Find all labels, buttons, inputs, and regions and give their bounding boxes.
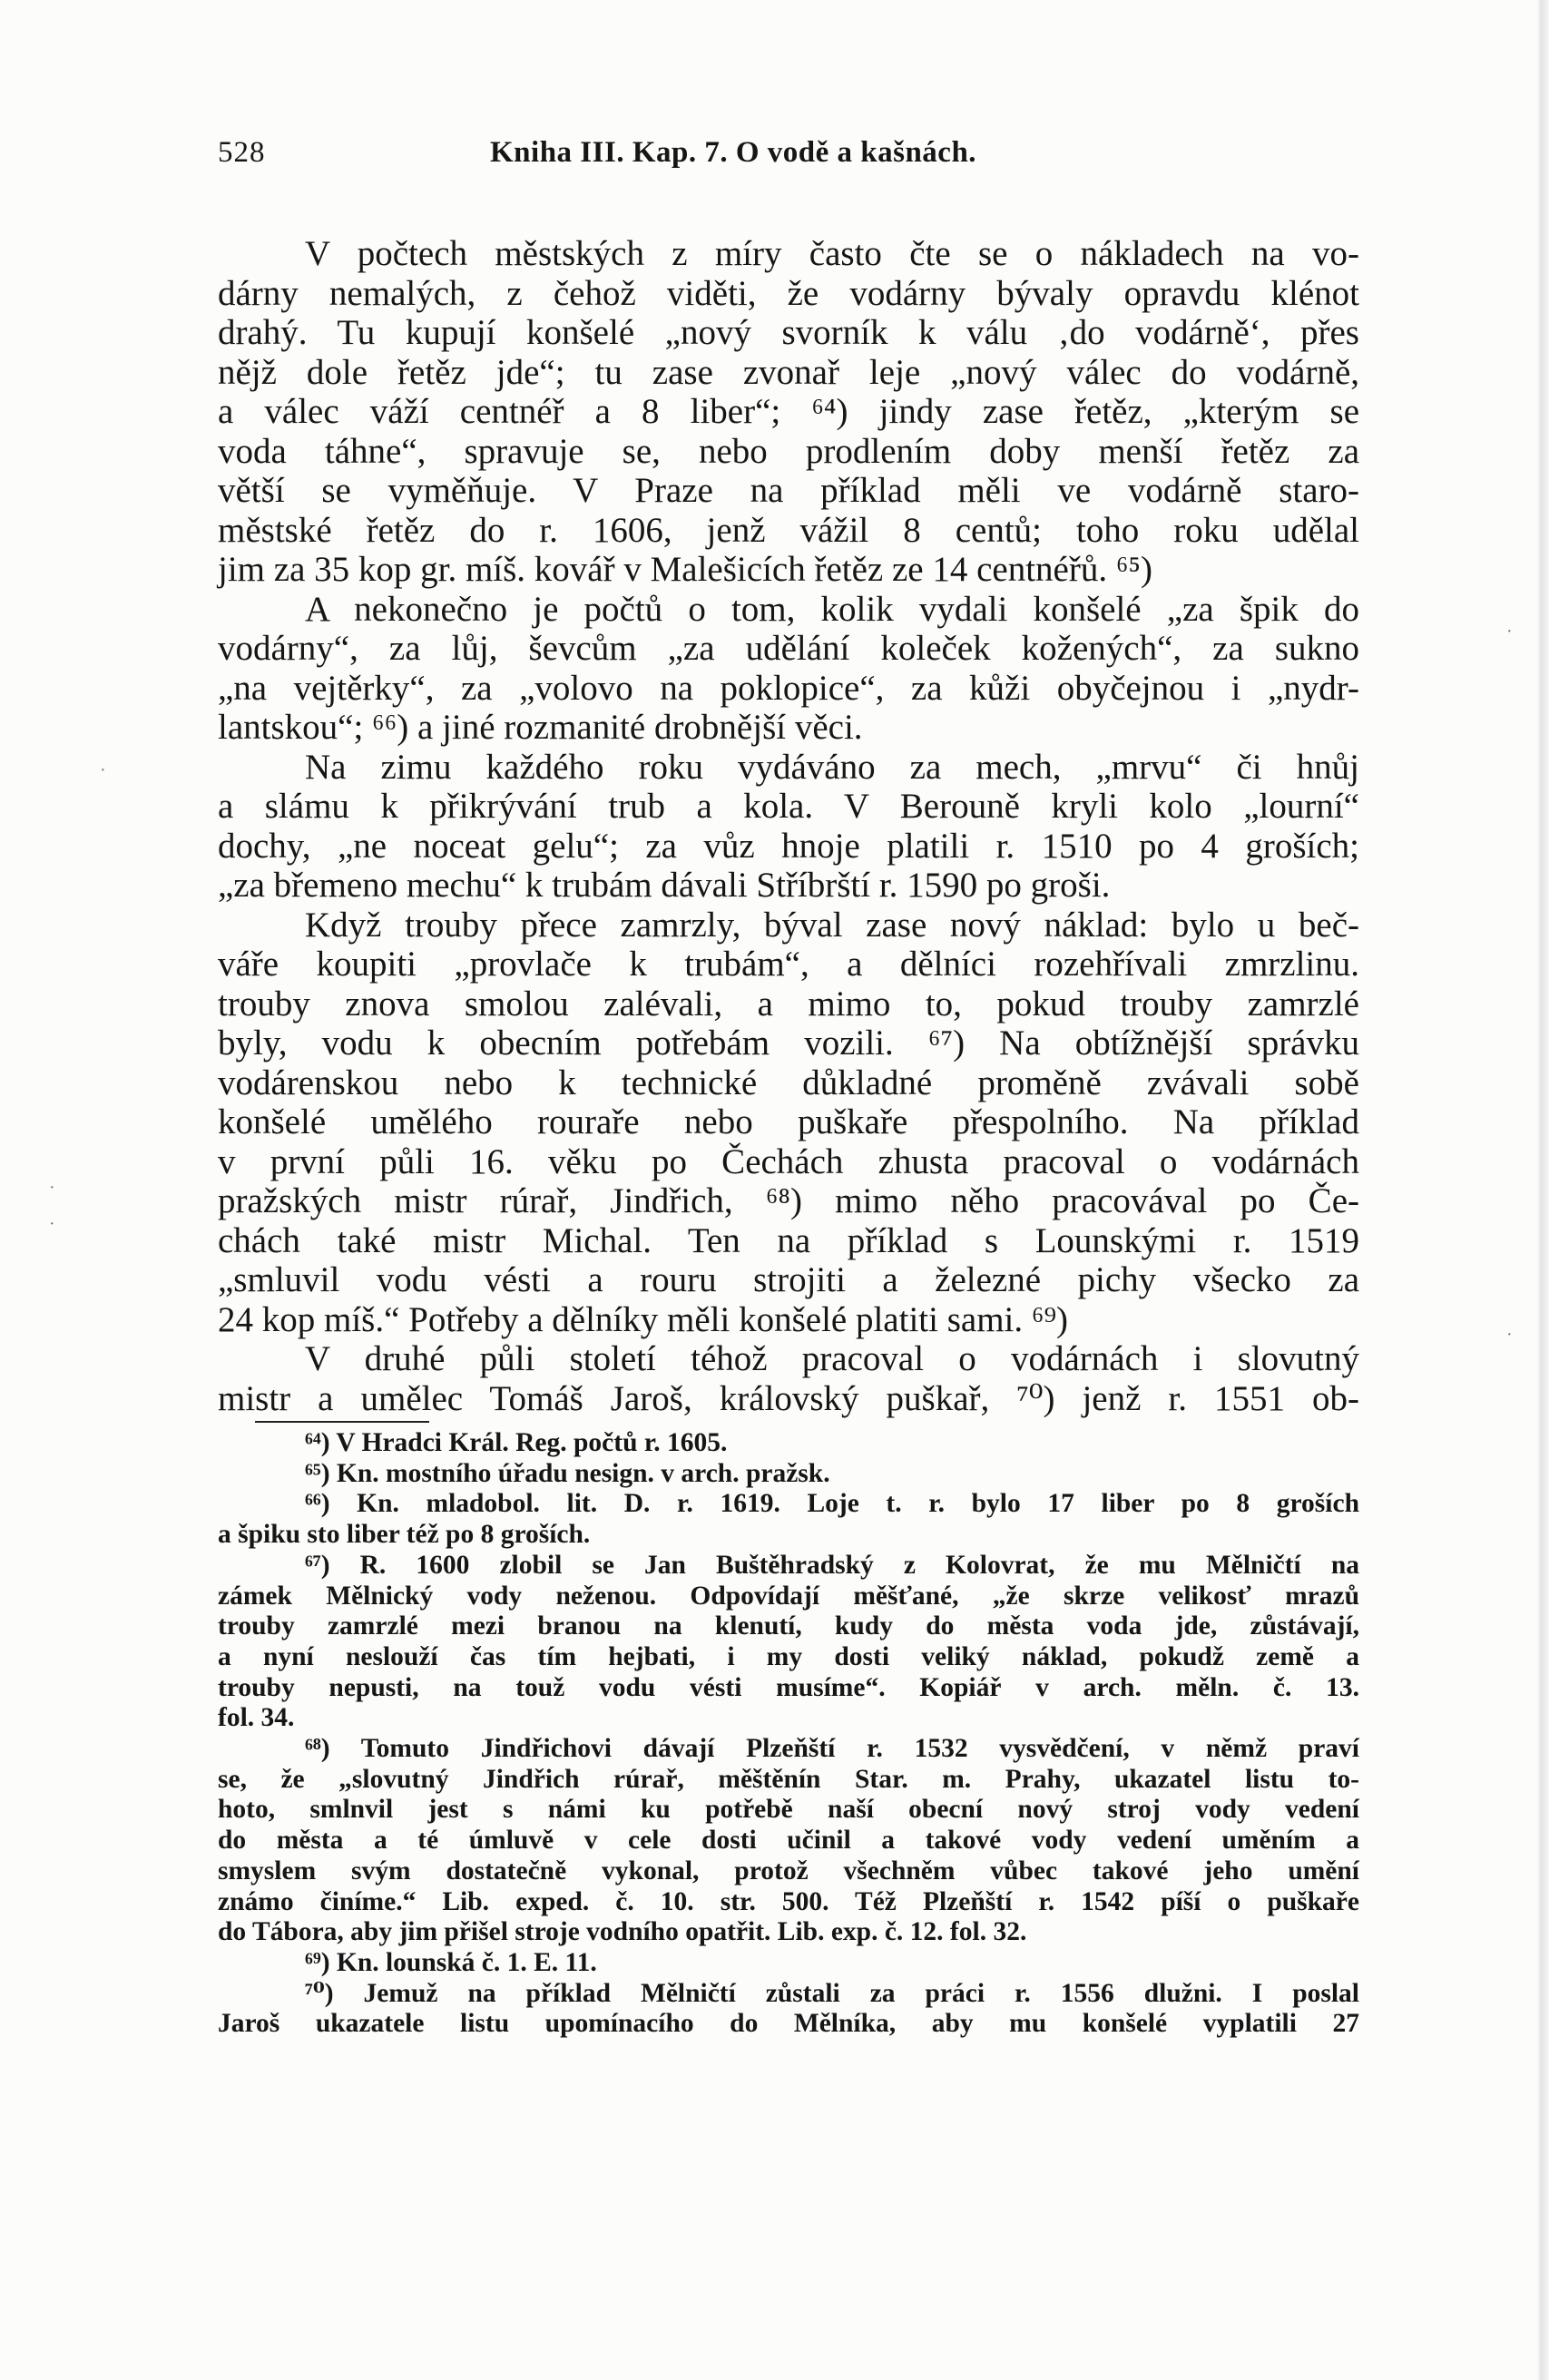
footnote-line: ⁷⁰) Jemuž na příklad Mělničtí zůstali za práci r. 1556 dlužni. I poslal bbox=[305, 1978, 1359, 2008]
footnote-line: ⁶⁷) R. 1600 zlobil se Jan Buštěhradský z Kolovrat, že mu Mělničtí na bbox=[305, 1550, 1359, 1580]
footnote-line: ⁶⁸) Tomuto Jindřichovi dávají Plzeňští r. 1532 vysvědčení, v němž praví bbox=[305, 1734, 1359, 1764]
text-line: voda táhne“, spravuje se, nebo prodlením doby menší řetěz za bbox=[218, 431, 1359, 471]
footnote-line: do města a té úmluvě v cele dosti učinil a takové vody vedení uměním a bbox=[218, 1826, 1359, 1856]
footnote-line: známo činíme.“ Lib. exped. č. 10. str. 500. Též Plzeňští r. 1542 píší o puškaře bbox=[218, 1886, 1359, 1916]
margin-speck: · bbox=[49, 1214, 55, 1234]
text-line: dárny nemalých, z čehož viděti, že vodárny bývaly opravdu klénot bbox=[218, 273, 1359, 313]
text-line: dochy, „ne noceat gelu“; za vůz hnoje platili r. 1510 po 4 groších; bbox=[218, 826, 1359, 866]
text-line: Na zimu každého roku vydáváno za mech, „mrvu“ či hnůj bbox=[305, 747, 1359, 787]
footnotes bbox=[218, 1428, 1359, 2040]
page-header bbox=[218, 136, 1343, 181]
footnote-line: fol. 34. bbox=[218, 1703, 295, 1733]
text-line: V druhé půli století téhož pracoval o vodárnách i slovutný bbox=[305, 1339, 1359, 1378]
text-line: v první půli 16. věku po Čechách zhusta pracoval o vodárnách bbox=[218, 1141, 1359, 1181]
text-line: mistr a umělec Tomáš Jaroš, královský puškař, ⁷⁰) jenž r. 1551 ob- bbox=[218, 1378, 1359, 1418]
text-line: větší se vyměňuje. V Praze na příklad měli ve vodárně staro- bbox=[218, 471, 1359, 510]
text-line: V počtech městských z míry často čte se o nákladech na vo- bbox=[305, 234, 1359, 273]
text-line: A nekonečno je počtů o tom, kolik vydali konšelé „za špik do bbox=[305, 589, 1359, 629]
footnote-line: ⁶⁵) Kn. mostního úřadu nesign. v arch. pražsk. bbox=[305, 1458, 830, 1488]
footnote-line: zámek Mělnický vody neženou. Odpovídají měšťané, „že skrze velikosť mrazů bbox=[218, 1581, 1359, 1611]
footnote-line: trouby nepusti, na touž vodu vésti musíme“. Kopiář v arch. měln. č. 13. bbox=[218, 1672, 1359, 1702]
text-line: trouby znova smolou zalévali, a mimo to, pokud trouby zamrzlé bbox=[218, 984, 1359, 1023]
margin-speck: · bbox=[49, 1178, 55, 1198]
footnote-line: a špiku sto liber též po 8 groších. bbox=[218, 1520, 591, 1550]
footnote-line: do Tábora, aby jim přišel stroje vodního opatřit. Lib. exp. č. 12. fol. 32. bbox=[218, 1917, 1027, 1947]
text-line: drahý. Tu kupují konšelé „nový svorník k válu ‚do vodárně‘, přes bbox=[218, 313, 1359, 352]
text-line: a válec váží centnéř a 8 liber“; ⁶⁴) jindy zase řetěz, „kterým se bbox=[218, 392, 1359, 431]
text-line: „smluvil vodu vésti a rouru strojiti a železné pichy všecko za bbox=[218, 1260, 1359, 1299]
main-text bbox=[218, 234, 1359, 1418]
text-line: váře koupiti „provlače k trubám“, a dělníci rozehřívali zmrzlinu. bbox=[218, 945, 1359, 984]
text-line: jim za 35 kop gr. míš. kovář v Malešicích řetěz ze 14 centnéřů. ⁶⁵) bbox=[218, 550, 1153, 589]
text-line: městské řetěz do r. 1606, jenž vážil 8 centů; toho roku udělal bbox=[218, 510, 1359, 550]
text-line: byly, vodu k obecním potřebám vozili. ⁶⁷) Na obtížnější správku bbox=[218, 1023, 1359, 1063]
text-line: a slámu k přikrývání trub a kola. V Berouně kryli kolo „lourní“ bbox=[218, 787, 1359, 826]
running-title: Kniha III. Kap. 7. O vodě a kašnách. bbox=[490, 136, 977, 169]
footnote-line: ⁶⁴) V Hradci Král. Reg. počtů r. 1605. bbox=[305, 1428, 728, 1457]
text-line: „za břemeno mechu“ k trubám dávali Stříbrští r. 1590 po groši. bbox=[218, 866, 1111, 905]
text-line: chách také mistr Michal. Ten na příklad s Lounskými r. 1519 bbox=[218, 1220, 1359, 1260]
margin-speck: · bbox=[1506, 622, 1513, 642]
text-line: Když trouby přece zamrzly, býval zase nový náklad: bylo u beč- bbox=[305, 905, 1359, 945]
text-line: konšelé umělého rouraře nebo puškaře přespolního. Na příklad bbox=[218, 1102, 1359, 1141]
footnote-line: Jaroš ukazatele listu upomínacího do Mělníka, aby mu konšelé vyplatili 27 bbox=[218, 2009, 1359, 2039]
footnote-line: ⁶⁶) Kn. mladobol. lit. D. r. 1619. Loje t. r. bylo 17 liber po 8 groších bbox=[305, 1489, 1359, 1519]
text-line: nějž dole řetěz jde“; tu zase zvonař leje „nový válec do vodárně, bbox=[218, 352, 1359, 392]
footnote-divider bbox=[255, 1421, 429, 1423]
text-line: 24 kop míš.“ Potřeby a dělníky měli konšelé platiti sami. ⁶⁹) bbox=[218, 1299, 1069, 1339]
page-edge bbox=[1536, 0, 1549, 2380]
footnote-line: trouby zamrzlé mezi branou na klenutí, kudy do města voda jde, zůstávají, bbox=[218, 1611, 1359, 1641]
text-line: „na vejtěrky“, za „volovo na poklopice“, za kůži obyčejnou i „nydr- bbox=[218, 668, 1359, 708]
page-number: 528 bbox=[218, 136, 266, 169]
footnote-line: smyslem svým dostatečně vykonal, protož všechněm vůbec takové jeho umění bbox=[218, 1856, 1359, 1885]
text-line: vodárny“, za lůj, ševcům „za udělání koleček kožených“, za sukno bbox=[218, 629, 1359, 668]
margin-speck: · bbox=[1506, 1325, 1513, 1345]
text-line: pražských mistr rúrař, Jindřich, ⁶⁸) mimo něho pracovával po Če- bbox=[218, 1181, 1359, 1220]
footnote-line: se, že „slovutný Jindřich rúrař, měštěnín Star. m. Prahy, ukazatel listu to- bbox=[218, 1764, 1359, 1794]
footnote-line: hoto, smlnvil jest s námi ku potřebě naší obecní nový stroj vody vedení bbox=[218, 1795, 1359, 1825]
footnote-line: a nyní neslouží čas tím hejbati, i my dosti veliký náklad, pokudž země a bbox=[218, 1641, 1359, 1671]
text-line: lantskou“; ⁶⁶) a jiné rozmanité drobnější věci. bbox=[218, 708, 863, 747]
text-line: vodárenskou nebo k technické důkladné proměně zvávali sobě bbox=[218, 1063, 1359, 1102]
margin-speck: · bbox=[100, 760, 106, 780]
footnote-line: ⁶⁹) Kn. lounská č. 1. E. 11. bbox=[305, 1947, 597, 1977]
